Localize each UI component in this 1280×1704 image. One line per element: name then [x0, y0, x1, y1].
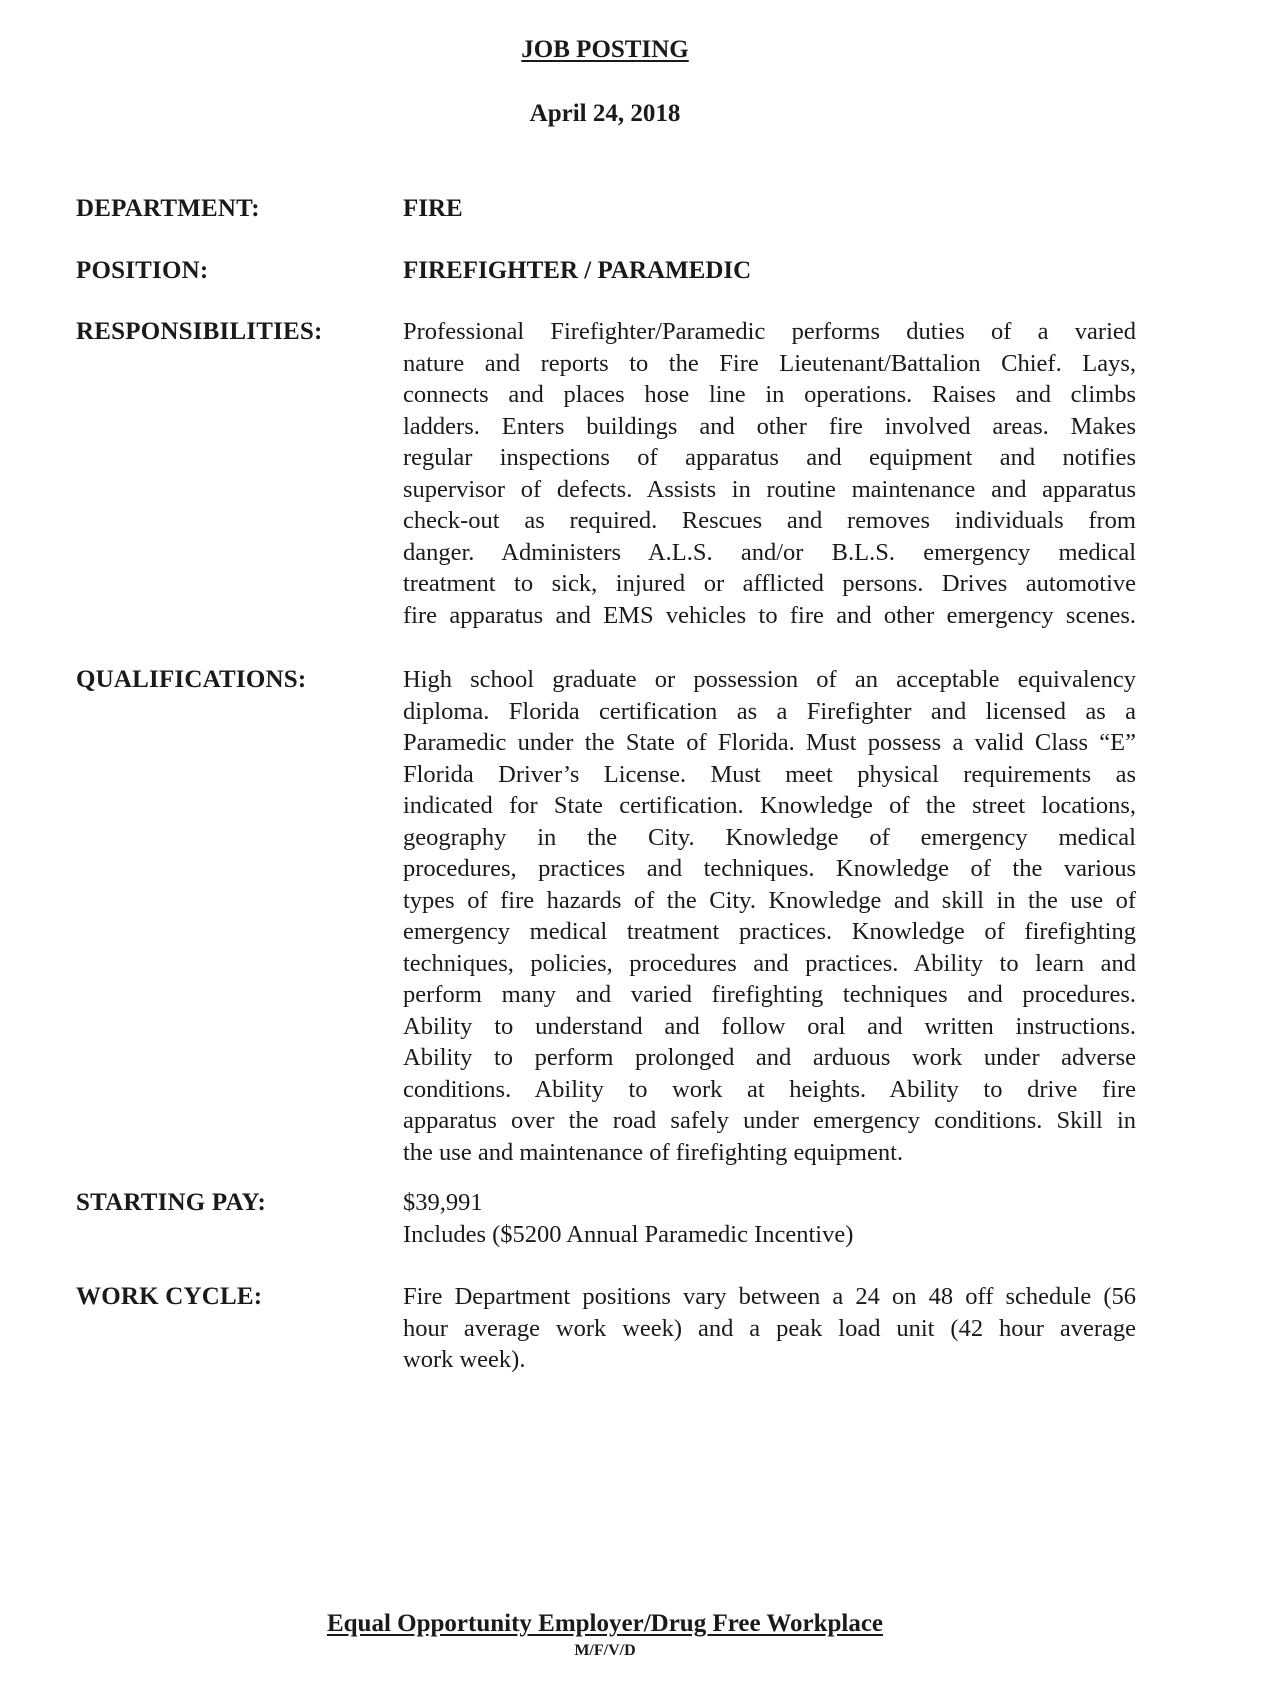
qualifications-line: apparatus over the road safely under emergency conditions. Skill in	[403, 1107, 1136, 1134]
document-title: JOB POSTING	[521, 36, 689, 63]
work-cycle-text	[403, 1281, 1136, 1376]
responsibilities-line: regular inspections of apparatus and equipment and notifies	[403, 444, 1136, 471]
responsibilities-line: connects and places hose line in operations. Raises and climbs	[403, 381, 1136, 408]
work-cycle-line: work week).	[403, 1346, 526, 1373]
responsibilities-text	[403, 316, 1136, 631]
responsibilities-line: check-out as required. Rescues and removes individuals from	[403, 507, 1136, 534]
starting-pay-note: Includes ($5200 Annual Paramedic Incentive)	[403, 1220, 854, 1248]
department-value: FIRE	[403, 195, 463, 222]
responsibilities-line: nature and reports to the Fire Lieutenant/Battalion Chief. Lays,	[403, 349, 1136, 377]
eeo-codes: M/F/V/D	[574, 1642, 636, 1659]
responsibilities-line: treatment to sick, injured or afflicted persons. Drives automotive	[403, 570, 1136, 597]
qualifications-line: Ability to understand and follow oral and written instructions.	[403, 1012, 1136, 1040]
qualifications-line: High school graduate or possession of an acceptable equivalency	[403, 666, 1136, 693]
responsibilities-line: supervisor of defects. Assists in routine maintenance and apparatus	[403, 475, 1136, 503]
responsibilities-line: danger. Administers A.L.S. and/or B.L.S. emergency medical	[403, 538, 1136, 566]
qualifications-line: the use and maintenance of firefighting equipment.	[403, 1138, 904, 1166]
qualifications-text	[403, 664, 1136, 1168]
qualifications-line: conditions. Ability to work at heights. Ability to drive fire	[403, 1075, 1136, 1103]
qualifications-line: perform many and varied firefighting techniques and procedures.	[403, 981, 1136, 1008]
responsibilities-line: Professional Firefighter/Paramedic performs duties of a varied	[403, 318, 1136, 345]
work-cycle-label: WORK CYCLE:	[76, 1283, 263, 1310]
starting-pay-amount: $39,991	[403, 1189, 483, 1216]
responsibilities-label: RESPONSIBILITIES:	[76, 318, 323, 345]
qualifications-line: Paramedic under the State of Florida. Must possess a valid Class “E”	[403, 729, 1136, 756]
responsibilities-line: ladders. Enters buildings and other fire involved areas. Makes	[403, 412, 1136, 440]
qualifications-line: indicated for State certification. Knowledge of the street locations,	[403, 792, 1136, 819]
posting-date: April 24, 2018	[529, 100, 681, 127]
starting-pay-label: STARTING PAY:	[76, 1189, 266, 1216]
qualifications-line: diploma. Florida certification as a Firefighter and licensed as a	[403, 697, 1136, 725]
eeo-statement: Equal Opportunity Employer/Drug Free Workplace	[326, 1610, 884, 1637]
qualifications-line: emergency medical treatment practices. Knowledge of firefighting	[403, 918, 1136, 945]
qualifications-line: Florida Driver’s License. Must meet physical requirements as	[403, 760, 1136, 788]
work-cycle-line: hour average work week) and a peak load unit (42 hour average	[403, 1314, 1136, 1342]
position-label: POSITION:	[76, 257, 209, 284]
qualifications-line: procedures, practices and techniques. Knowledge of the various	[403, 855, 1136, 882]
position-value: FIREFIGHTER / PARAMEDIC	[403, 257, 752, 284]
qualifications-label: QUALIFICATIONS:	[76, 666, 307, 693]
department-label: DEPARTMENT:	[76, 195, 260, 222]
qualifications-line: types of fire hazards of the City. Knowledge and skill in the use of	[403, 886, 1136, 914]
work-cycle-line: Fire Department positions vary between a 24 on 48 off schedule (56	[403, 1283, 1136, 1310]
qualifications-line: geography in the City. Knowledge of emergency medical	[403, 823, 1136, 851]
responsibilities-line: fire apparatus and EMS vehicles to fire and other emergency scenes.	[403, 601, 1136, 629]
starting-pay-text	[403, 1187, 1136, 1250]
qualifications-line: techniques, policies, procedures and practices. Ability to learn and	[403, 949, 1136, 977]
qualifications-line: Ability to perform prolonged and arduous work under adverse	[403, 1044, 1136, 1071]
